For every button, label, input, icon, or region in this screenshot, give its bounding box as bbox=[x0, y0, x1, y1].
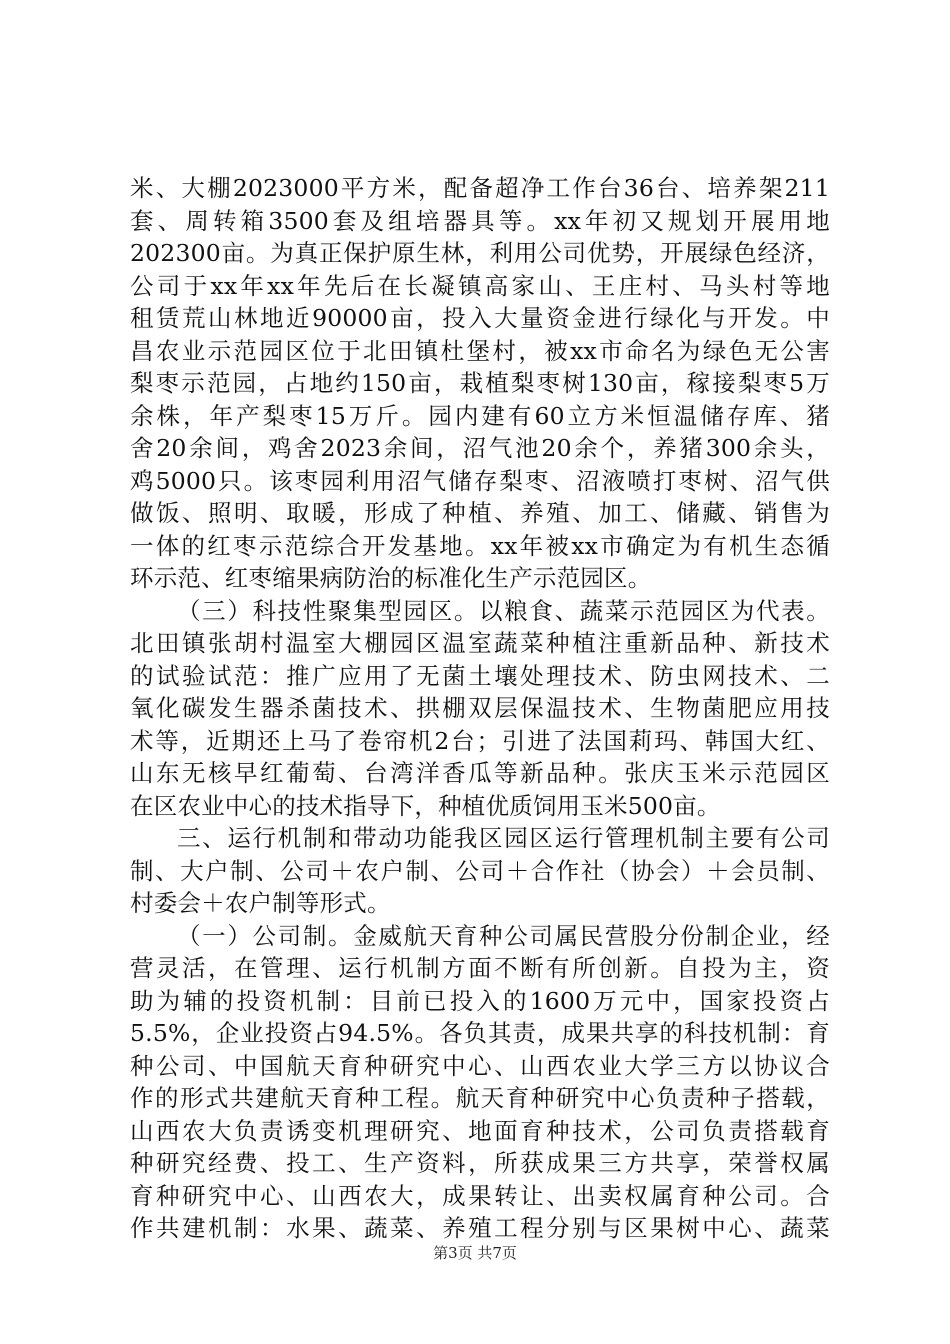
text-line: 余株，年产梨枣15万斤。园内建有60立方米恒温储存库、猪 bbox=[130, 401, 830, 430]
text-line: 套、周转箱3500套及组培器具等。xx年初又规划开展用地 bbox=[130, 206, 830, 235]
text-line: 作的形式共建航天育种工程。航天育种研究中心负责种子搭载， bbox=[130, 1084, 830, 1112]
text-line: 三、运行机制和带动功能我区园区运行管理机制主要有公司 bbox=[177, 824, 830, 852]
text-line: 做饭、照明、取暖，形成了种植、养殖、加工、储藏、销售为 bbox=[130, 499, 830, 527]
text-line: 梨枣示范园，占地约150亩，栽植梨枣树130亩，稼接梨枣5万 bbox=[130, 369, 830, 397]
text-line: 村委会＋农户制等形式。 bbox=[130, 889, 391, 917]
text-line: 术等，近期还上马了卷帘机2台；引进了法国莉玛、韩国大红、 bbox=[130, 726, 830, 755]
text-line: 的试验试范：推广应用了无菌土壤处理技术、防虫网技术、二 bbox=[130, 661, 830, 690]
text-line: （三）科技性聚集型园区。以粮食、蔬菜示范园区为代表。 bbox=[177, 596, 830, 625]
body-text bbox=[130, 172, 830, 1245]
text-line: 环示范、红枣缩果病防治的标准化生产示范园区。 bbox=[130, 564, 652, 592]
text-line: 作共建机制：水果、蔬菜、养殖工程分别与区果树中心、蔬菜 bbox=[130, 1214, 830, 1242]
text-line: 营灵活，在管理、运行机制方面不断有所创新。自投为主，资 bbox=[130, 954, 830, 982]
text-line: 种公司、中国航天育种研究中心、山西农业大学三方以协议合 bbox=[130, 1051, 830, 1080]
text-line: 公司于xx年xx年先后在长凝镇高家山、王庄村、马头村等地 bbox=[130, 271, 830, 300]
text-line: 山东无核早红葡萄、台湾洋香瓜等新品种。张庆玉米示范园区 bbox=[130, 759, 830, 787]
text-line: 租赁荒山林地近90000亩，投入大量资金进行绿化与开发。中 bbox=[130, 304, 830, 332]
text-line: 在区农业中心的技术指导下，种植优质饲用玉米500亩。 bbox=[130, 791, 721, 820]
text-line: 昌农业示范园区位于北田镇杜堡村，被xx市命名为绿色无公害 bbox=[130, 336, 830, 365]
text-line: 山西农大负责诱变机理研究、地面育种技术，公司负责搭载育 bbox=[130, 1116, 830, 1145]
text-line: 5.5%，企业投资占94.5%。各负其责，成果共享的科技机制：育 bbox=[130, 1019, 830, 1047]
text-line: 鸡5000只。该枣园利用沼气储存梨枣、沼液喷打枣树、沼气供 bbox=[130, 466, 830, 495]
page-footer: 第3页 共7页 bbox=[433, 1244, 517, 1262]
text-line: 育种研究中心、山西农大，成果转让、出卖权属育种公司。合 bbox=[130, 1181, 830, 1210]
text-line: （一）公司制。金威航天育种公司属民营股分份制企业，经 bbox=[177, 921, 830, 950]
text-line: 202300亩。为真正保护原生林，利用公司优势，开展绿色经济， bbox=[130, 239, 830, 267]
text-line: 氧化碳发生器杀菌技术、拱棚双层保温技术、生物菌肥应用技 bbox=[130, 694, 830, 722]
text-line: 舍20余间，鸡舍2023余间，沼气池20余个，养猪300余头， bbox=[130, 434, 830, 462]
text-line: 米、大棚2023000平方米，配备超净工作台36台、培养架211 bbox=[130, 174, 830, 202]
text-line: 制、大户制、公司＋农户制、公司＋合作社（协会）＋会员制、 bbox=[130, 856, 830, 885]
text-line: 北田镇张胡村温室大棚园区温室蔬菜种植注重新品种、新技术 bbox=[130, 629, 830, 657]
text-line: 种研究经费、投工、生产资料，所获成果三方共享，荣誉权属 bbox=[130, 1149, 830, 1177]
text-line: 助为辅的投资机制：目前已投入的1600万元中，国家投资占 bbox=[130, 986, 830, 1015]
text-line: 一体的红枣示范综合开发基地。xx年被xx市确定为有机生态循 bbox=[130, 531, 830, 560]
